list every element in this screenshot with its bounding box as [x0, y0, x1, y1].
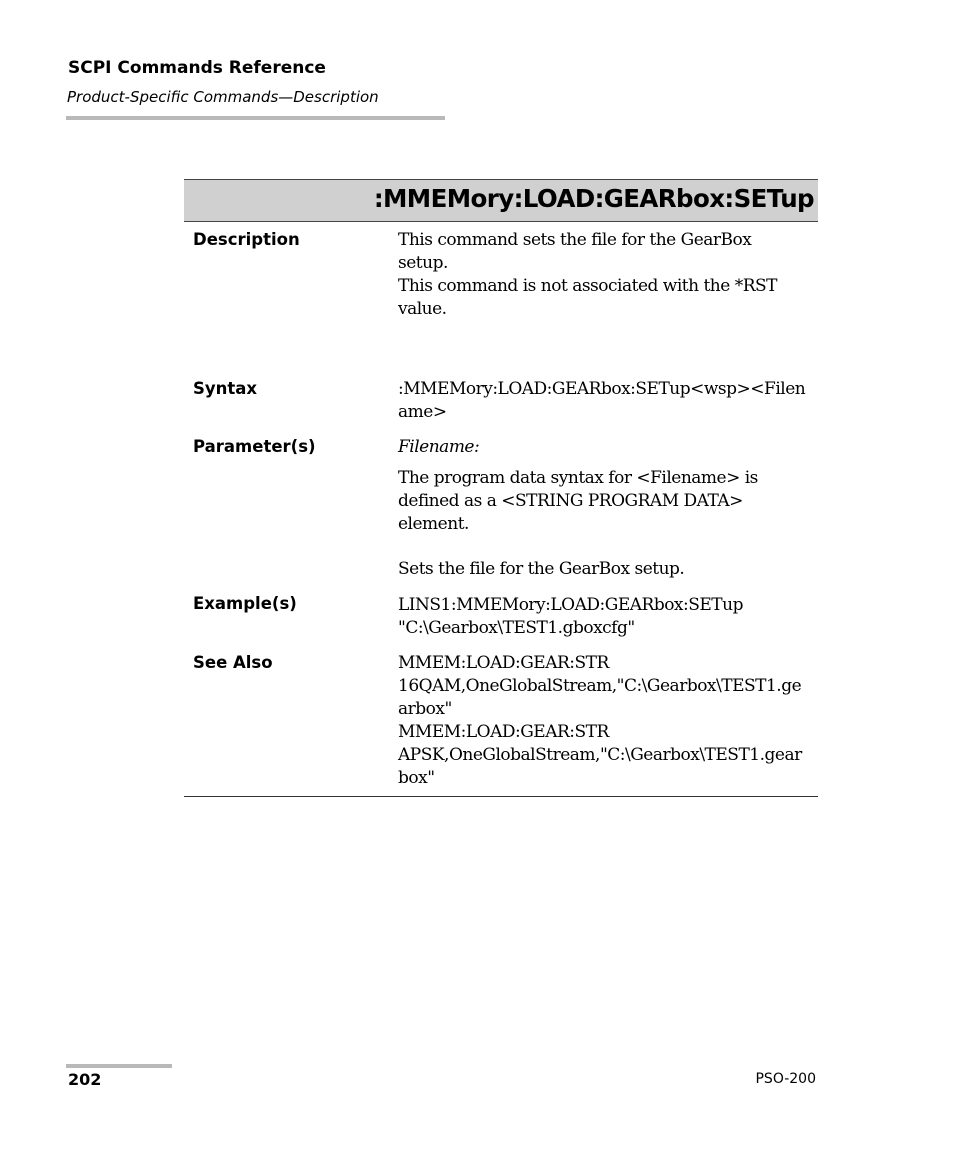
page-number: 202 — [68, 1070, 102, 1089]
description-label: Description — [193, 230, 300, 249]
syntax-line: :MMEMory:LOAD:GEARbox:SETup<wsp><Filen — [398, 379, 806, 399]
see-also-line: MMEM:LOAD:GEAR:STR — [398, 722, 609, 742]
examples-label: Example(s) — [193, 594, 297, 613]
command-title-bar — [184, 179, 818, 222]
example-line: "C:\Gearbox\TEST1.gboxcfg" — [398, 618, 635, 638]
footer-rule — [66, 1064, 172, 1068]
syntax-label: Syntax — [193, 379, 258, 398]
command-title: :MMEMory:LOAD:GEARbox:SETup — [373, 184, 814, 213]
see-also-value — [398, 652, 818, 790]
example-line: LINS1:MMEMory:LOAD:GEARbox:SETup — [398, 595, 743, 615]
description-line: This command sets the file for the GearBox — [398, 230, 752, 250]
table-end-rule — [184, 796, 818, 797]
see-also-line: 16QAM,OneGlobalStream,"C:\Gearbox\TEST1.ge — [398, 676, 802, 696]
product-name: PSO-200 — [755, 1071, 816, 1087]
syntax-value — [398, 378, 818, 424]
syntax-line: ame> — [398, 402, 447, 422]
description-line: setup. — [398, 253, 448, 273]
parameters-label: Parameter(s) — [193, 437, 316, 456]
see-also-line: APSK,OneGlobalStream,"C:\Gearbox\TEST1.gear — [398, 745, 802, 765]
see-also-line: box" — [398, 768, 435, 788]
page-header-subtitle: Product-Specific Commands—Description — [67, 88, 379, 106]
see-also-label: See Also — [193, 653, 273, 672]
parameter-line: The program data syntax for <Filename> is — [398, 468, 758, 488]
parameter-line: defined as a <STRING PROGRAM DATA> — [398, 491, 743, 511]
see-also-line: MMEM:LOAD:GEAR:STR — [398, 653, 609, 673]
description-line: value. — [398, 299, 447, 319]
parameter-name: Filename: — [398, 437, 480, 457]
page-header-title: SCPI Commands Reference — [68, 58, 326, 78]
see-also-line: arbox" — [398, 699, 452, 719]
parameter-line: element. — [398, 514, 469, 534]
examples-value — [398, 594, 818, 640]
parameter-note: Sets the file for the GearBox setup. — [398, 559, 685, 579]
description-value — [398, 229, 818, 321]
description-line: This command is not associated with the *RST — [398, 276, 777, 296]
header-rule — [66, 116, 445, 120]
parameter-description — [398, 467, 818, 536]
